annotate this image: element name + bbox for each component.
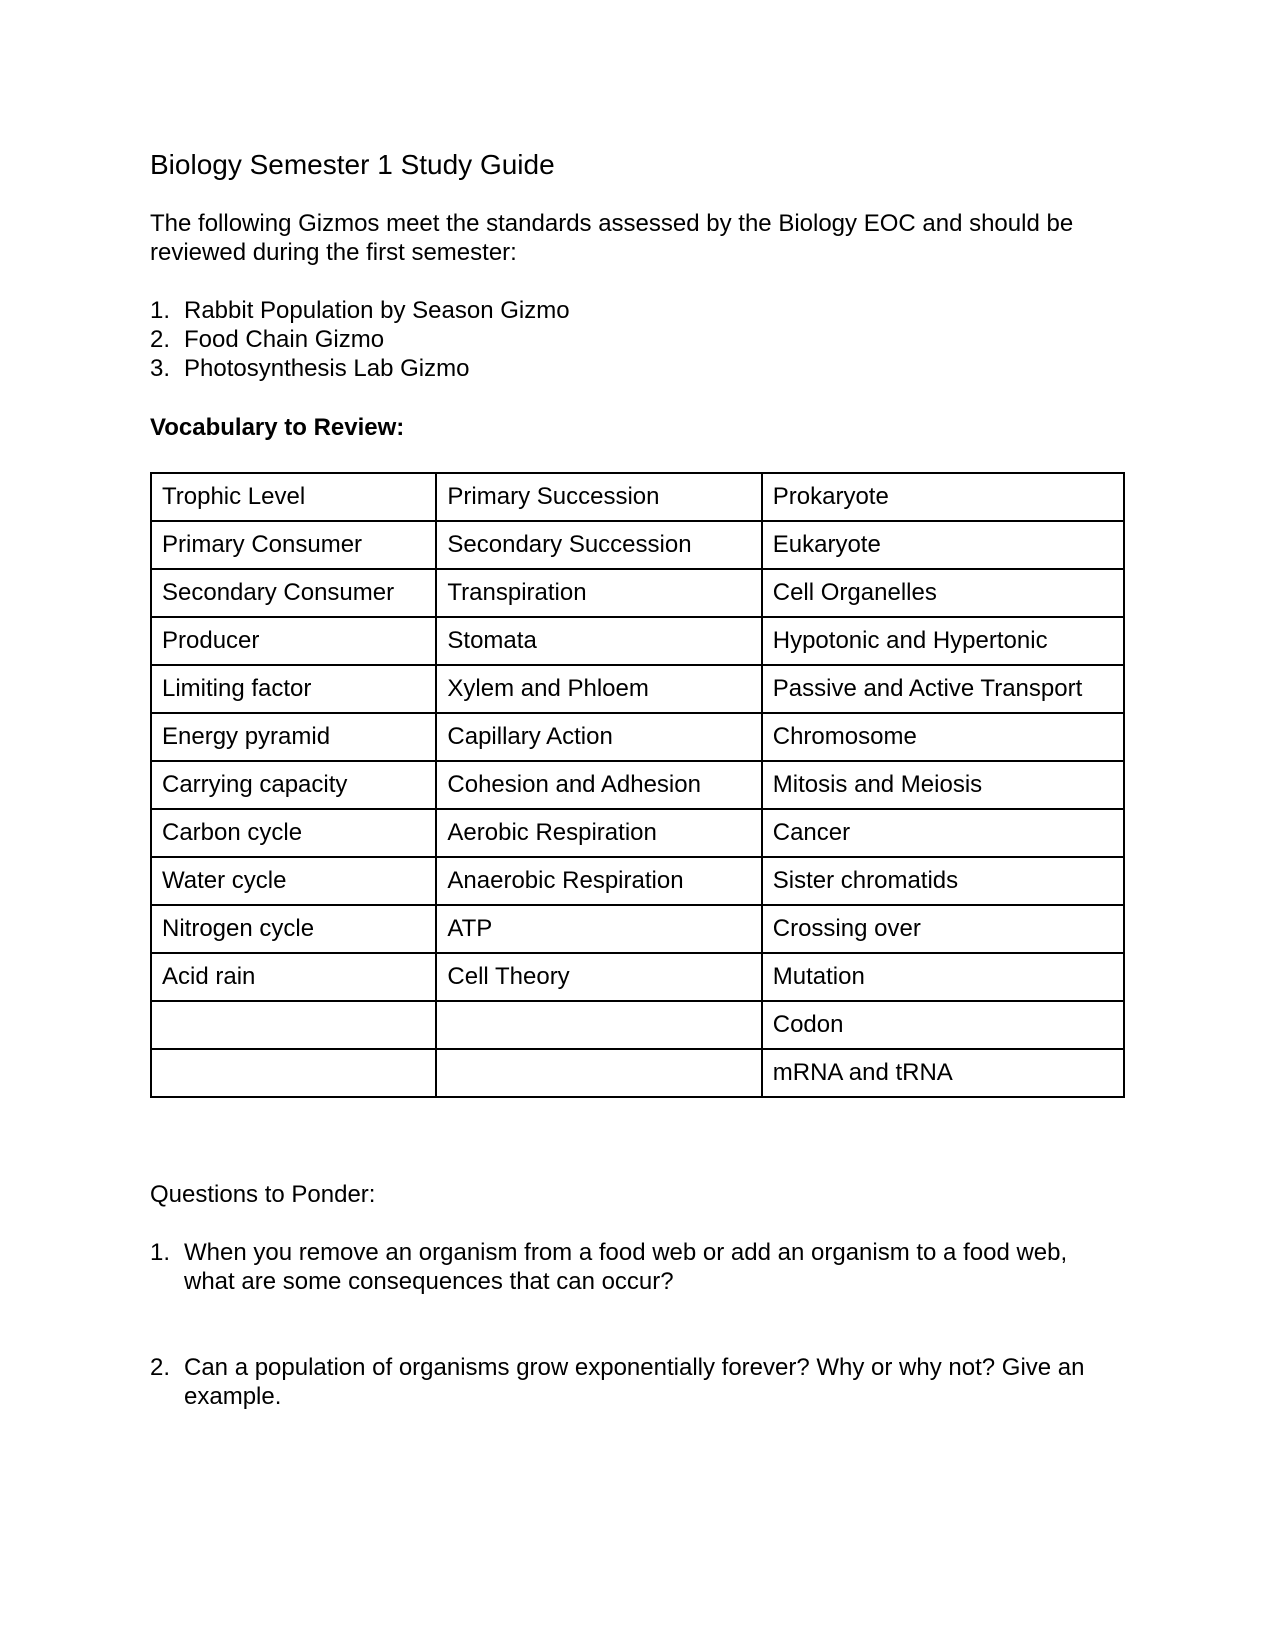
- intro-paragraph: The following Gizmos meet the standards assessed by the Biology EOC and should be reviewed during the first semester:: [150, 210, 1074, 266]
- table-cell: [436, 1049, 761, 1097]
- table-cell: Carbon cycle: [151, 809, 436, 857]
- list-item-number: 1.: [150, 297, 171, 324]
- table-cell: Limiting factor: [151, 665, 436, 713]
- table-cell: Water cycle: [151, 857, 436, 905]
- table-row: [151, 473, 1124, 521]
- page-title: Biology Semester 1 Study Guide: [150, 149, 555, 180]
- table-cell: Codon: [762, 1001, 1124, 1049]
- table-cell: Cohesion and Adhesion: [436, 761, 761, 809]
- table-cell: [436, 1001, 761, 1049]
- question-text: When you remove an organism from a food web or add an organism to a food web, what are some consequences that can occur?: [184, 1239, 1068, 1295]
- table-row: [151, 1049, 1124, 1097]
- table-cell: Cell Theory: [436, 953, 761, 1001]
- table-cell: Eukaryote: [762, 521, 1124, 569]
- list-item-text: Food Chain Gizmo: [184, 326, 385, 353]
- vocabulary-table: [150, 472, 1125, 1098]
- table-row: [151, 905, 1124, 953]
- table-cell: Trophic Level: [151, 473, 436, 521]
- table-row: [151, 713, 1124, 761]
- table-row: [151, 665, 1124, 713]
- table-row: [151, 953, 1124, 1001]
- table-cell: Carrying capacity: [151, 761, 436, 809]
- table-cell: Anaerobic Respiration: [436, 857, 761, 905]
- list-item: [150, 325, 570, 354]
- table-cell: mRNA and tRNA: [762, 1049, 1124, 1097]
- table-cell: [151, 1001, 436, 1049]
- question-item: [150, 1238, 1110, 1296]
- table-cell: Passive and Active Transport: [762, 665, 1124, 713]
- table-row: [151, 761, 1124, 809]
- table-cell: Chromosome: [762, 713, 1124, 761]
- question-text: Can a population of organisms grow exponentially forever? Why or why not? Give an example.: [184, 1354, 1085, 1410]
- table-cell: Producer: [151, 617, 436, 665]
- table-row: [151, 617, 1124, 665]
- table-cell: Acid rain: [151, 953, 436, 1001]
- list-item-text: Photosynthesis Lab Gizmo: [184, 355, 470, 382]
- table-cell: Cancer: [762, 809, 1124, 857]
- table-row: [151, 569, 1124, 617]
- table-cell: Hypotonic and Hypertonic: [762, 617, 1124, 665]
- table-cell: ATP: [436, 905, 761, 953]
- table-cell: Sister chromatids: [762, 857, 1124, 905]
- table-cell: [151, 1049, 436, 1097]
- table-row: [151, 857, 1124, 905]
- question-number: 2.: [150, 1354, 171, 1381]
- table-row: [151, 521, 1124, 569]
- vocabulary-heading: Vocabulary to Review:: [150, 414, 405, 441]
- table-cell: Nitrogen cycle: [151, 905, 436, 953]
- table-cell: Crossing over: [762, 905, 1124, 953]
- table-cell: Mutation: [762, 953, 1124, 1001]
- table-cell: Primary Consumer: [151, 521, 436, 569]
- list-item: [150, 296, 570, 325]
- table-cell: Aerobic Respiration: [436, 809, 761, 857]
- questions-heading: Questions to Ponder:: [150, 1181, 376, 1208]
- list-item-text: Rabbit Population by Season Gizmo: [184, 297, 570, 324]
- table-cell: Mitosis and Meiosis: [762, 761, 1124, 809]
- table-row: [151, 809, 1124, 857]
- study-guide-page: [150, 0, 1125, 1651]
- table-cell: Xylem and Phloem: [436, 665, 761, 713]
- list-item-number: 2.: [150, 326, 171, 353]
- table-cell: Capillary Action: [436, 713, 761, 761]
- table-cell: Secondary Succession: [436, 521, 761, 569]
- gizmo-list: [150, 296, 570, 383]
- table-cell: Primary Succession: [436, 473, 761, 521]
- table-cell: Cell Organelles: [762, 569, 1124, 617]
- table-cell: Transpiration: [436, 569, 761, 617]
- table-cell: Prokaryote: [762, 473, 1124, 521]
- table-cell: Stomata: [436, 617, 761, 665]
- list-item-number: 3.: [150, 355, 171, 382]
- table-row: [151, 1001, 1124, 1049]
- table-cell: Secondary Consumer: [151, 569, 436, 617]
- question-number: 1.: [150, 1239, 171, 1266]
- table-cell: Energy pyramid: [151, 713, 436, 761]
- vocabulary-table-body: [151, 473, 1124, 1097]
- question-item: [150, 1353, 1110, 1411]
- list-item: [150, 354, 570, 383]
